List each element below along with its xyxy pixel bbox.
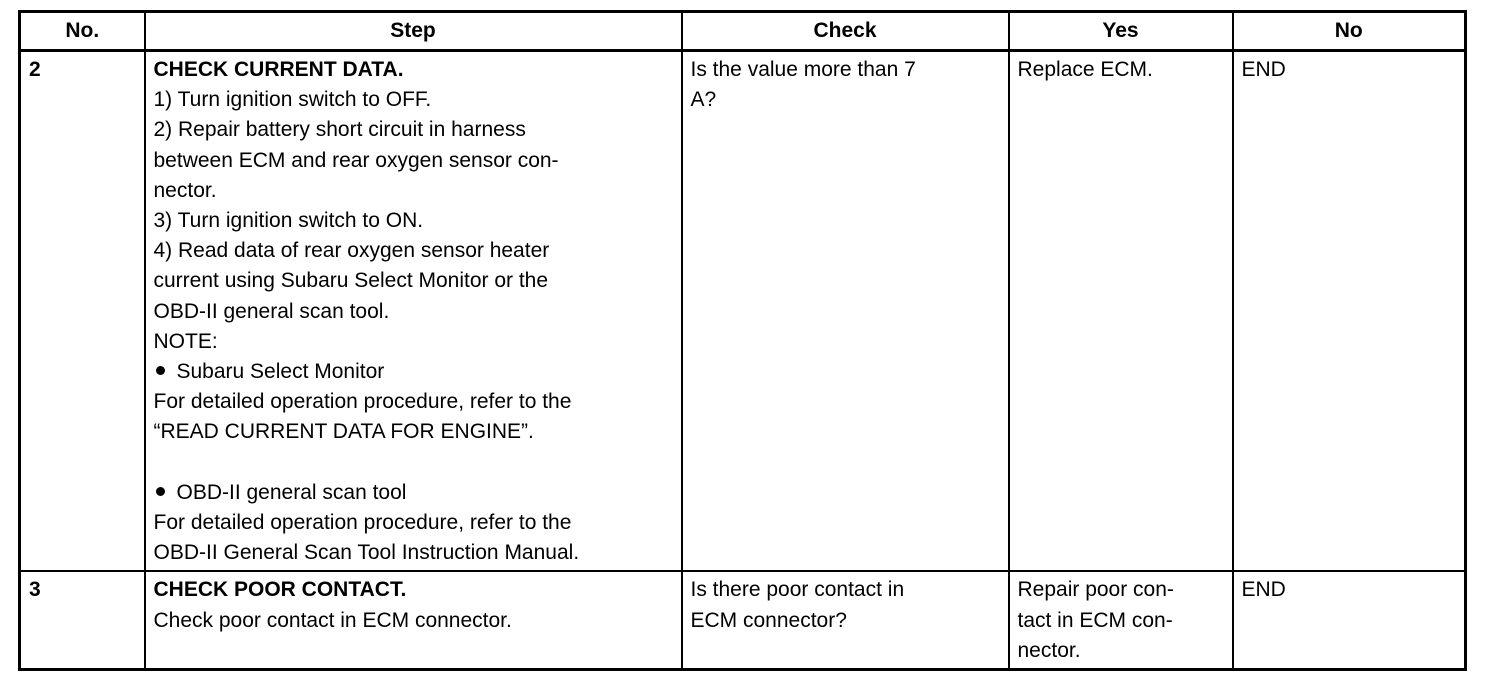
step-title: CHECK CURRENT DATA. [153, 58, 404, 81]
header-check: Check [682, 12, 1009, 51]
step-line: 1) Turn ignition switch to OFF. [153, 88, 432, 112]
bullet-item [154, 478, 673, 508]
spacer [154, 448, 673, 478]
row-number: 3 [20, 571, 145, 669]
no-line: END [1241, 58, 1286, 81]
bullet-label: Subaru Select Monitor [176, 360, 385, 384]
header-no-answer: No [1233, 12, 1466, 51]
step-line: between ECM and rear oxygen sensor con- [153, 148, 559, 172]
check-line: Is there poor contact in [690, 578, 905, 602]
check-line: Is the value more than 7 [690, 58, 916, 81]
header-step: Step [145, 12, 682, 51]
table-body [20, 51, 1466, 670]
yes-line: tact in ECM con- [1017, 608, 1173, 632]
no-cell [1233, 571, 1466, 669]
check-line: ECM connector? [690, 608, 847, 632]
step-line: OBD-II General Scan Tool Instruction Manual. [153, 541, 580, 565]
yes-cell [1009, 571, 1233, 669]
diagnostic-table [18, 10, 1467, 671]
check-cell [682, 51, 1009, 572]
step-line: Check poor contact in ECM connector. [153, 608, 512, 632]
step-line: 3) Turn ignition switch to ON. [153, 209, 424, 233]
bullet-label: OBD-II general scan tool [176, 480, 407, 504]
bullet-item [154, 357, 673, 387]
table-header [20, 12, 1466, 51]
step-line: For detailed operation procedure, refer to the [153, 511, 572, 535]
header-no: No. [20, 12, 145, 51]
yes-line: Replace ECM. [1017, 58, 1153, 81]
yes-cell [1009, 51, 1233, 572]
step-line: nector. [153, 178, 217, 202]
step-title: CHECK POOR CONTACT. [153, 578, 407, 602]
step-line: For detailed operation procedure, refer to the [153, 390, 572, 414]
step-line: OBD-II general scan tool. [153, 299, 390, 323]
no-cell [1233, 51, 1466, 572]
yes-line: Repair poor con- [1017, 578, 1174, 602]
table-row [20, 571, 1466, 669]
step-cell [145, 571, 682, 669]
header-yes: Yes [1009, 12, 1233, 51]
step-line: “READ CURRENT DATA FOR ENGINE”. [153, 420, 534, 444]
table-row [20, 51, 1466, 572]
step-line: NOTE: [153, 329, 218, 353]
step-line: 4) Read data of rear oxygen sensor heater [153, 239, 550, 263]
bullet-icon [156, 366, 165, 375]
no-line: END [1241, 578, 1286, 602]
check-cell [682, 571, 1009, 669]
row-number: 2 [20, 51, 145, 572]
step-line: 2) Repair battery short circuit in harness [153, 118, 526, 142]
step-line: current using Subaru Select Monitor or the [153, 269, 549, 293]
yes-line: nector. [1017, 638, 1081, 662]
step-cell [145, 51, 682, 572]
header-row [20, 12, 1466, 51]
bullet-icon [156, 487, 165, 496]
check-line: A? [690, 88, 717, 112]
